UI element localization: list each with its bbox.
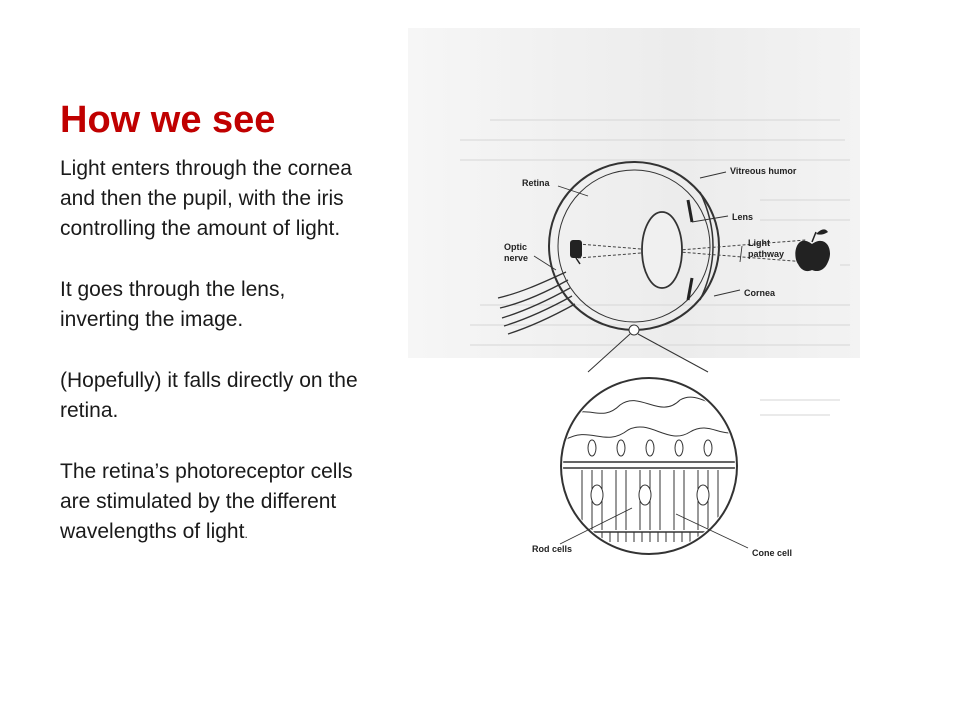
retina-magnified-view bbox=[560, 378, 740, 554]
magnification-connector bbox=[588, 325, 708, 372]
label-optic-nerve-1: Optic bbox=[504, 242, 528, 252]
slide-title: How we see bbox=[60, 99, 276, 141]
apple-icon bbox=[795, 229, 830, 271]
label-vitreous-humor: Vitreous humor bbox=[730, 166, 797, 176]
label-cone-cell: Cone cell bbox=[752, 548, 793, 558]
paragraph-retina: (Hopefully) it falls directly on the retina. bbox=[60, 369, 358, 422]
paragraph-lens: It goes through the lens, inverting the image. bbox=[60, 278, 286, 331]
iris bbox=[688, 200, 692, 300]
paragraph-photoreceptors-text: The retina’s photoreceptor cells are stimulated by the different wavelengths of light bbox=[60, 460, 353, 543]
label-lens: Lens bbox=[732, 212, 754, 222]
paragraph-end-period: . bbox=[244, 527, 248, 541]
label-light-pathway-1: Light bbox=[748, 238, 770, 248]
inverted-image bbox=[570, 240, 582, 264]
label-retina: Retina bbox=[522, 178, 550, 188]
label-optic-nerve-2: nerve bbox=[504, 253, 529, 263]
label-light-pathway-2: pathway bbox=[748, 249, 785, 259]
paragraph-light-enters: Light enters through the cornea and then the pupil, with the iris controlling the amount of light. bbox=[60, 157, 352, 240]
lens bbox=[642, 212, 682, 288]
label-rod-cells: Rod cells bbox=[532, 544, 573, 554]
label-cornea: Cornea bbox=[744, 288, 776, 298]
